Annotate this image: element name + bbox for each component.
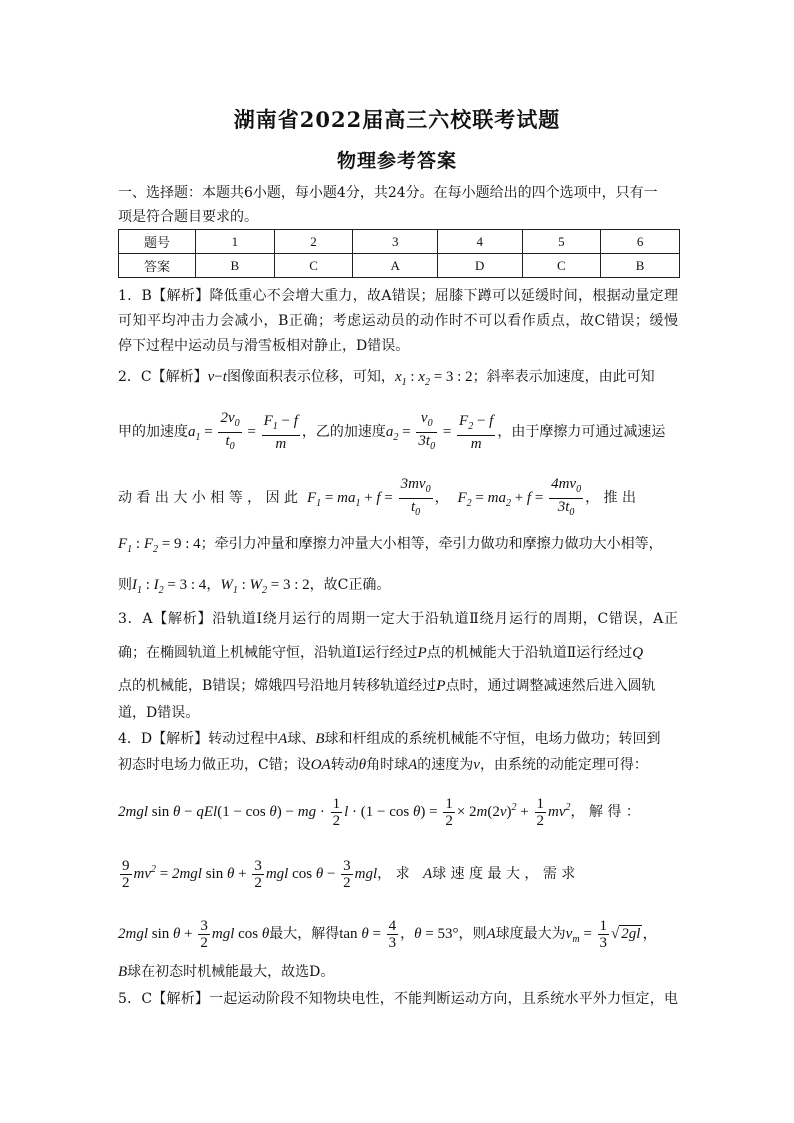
q4-line6 [118,962,678,982]
q1-line1: 1．B【解析】降低重心不会增大重力，故A错误；屈膝下蹲可以延缓时间，根据动量定理 [118,288,678,304]
point-Q: Q [632,645,644,661]
q2-label: 2．C【解析】 [118,369,208,385]
ball-B: B [315,731,325,747]
ball-A: A [486,925,496,942]
q2-line1 [118,367,678,393]
ball-A: A [278,731,288,747]
formula-max-expression: 2mgl sin θ + $\frac{3}{2}$ mgl cos θ [118,918,270,951]
q3-text-2a: 确；在椭圆轨道上机械能守恒，沿轨道Ⅰ运行经过 [118,645,418,661]
q4-text-6a: 球在初态时机械能最大，故选D。 [127,964,335,980]
question-number: 1 [196,230,275,254]
q3-line4: 道，D错误。 [118,705,200,721]
formula-vm: $v_m$ = $\frac{1}{3}$ √ 2gl [565,918,641,951]
q3-text-3b: 点时，通过调整减速然后进入圆轨 [445,678,656,694]
q2-text-2b: ，乙的加速度 [301,423,386,440]
ball-A: A [422,865,433,882]
answer-cell: C [274,254,353,278]
formula-energy-theorem: 2mgl sin θ − qEl(1 − cos θ) − mg · $\frac{1}{2}$ l · (1 − cos θ) = $\frac{1}{2}$ × $2m(2v)^2$ + $\frac{1}{2}$ $mv^2$ [118,796,571,829]
point-P: P [436,678,446,694]
q2-text-4b: ；牵引力冲量和摩擦力冲量大小相等，牵引力做功和摩擦力做功大小相等， [200,536,663,552]
q4-text-3b: ， 解 得 ： [570,803,640,820]
formula-theta-value: θ = 53° [414,925,459,942]
question-number: 4 [437,230,522,254]
q4-text-5a: 最大，解得 [269,925,340,942]
table-header-answer: 答案 [119,254,196,278]
angle-theta: θ [358,757,367,773]
formula-F1: $F_1 = ma_1 + f$ = $\frac{3mv_0}{t_0}$ [306,476,431,518]
formula-tan-theta: tan θ = $\frac{4}{3}$ [339,918,397,951]
q2-text-1b: 图像面积表示位移，可知， [226,369,395,385]
document-subtitle: 物理参考答案 [336,150,457,172]
q2-text-5a: 则 [118,577,132,593]
q3-line3 [118,676,678,696]
q4-text-1a: 4．D【解析】转动过程中 [118,731,279,747]
q2-line2 [118,410,678,455]
q2-text-5b: ， [206,577,221,593]
q4-line2 [118,755,678,775]
formula-x-ratio: $x_1$ : $x_2 = 3$ : 2 [394,369,473,388]
q4-text-5b: ， [400,925,415,942]
q4-text-2b: 转动 [330,757,359,773]
q4-line1 [118,729,678,749]
formula-W-ratio: $W_1$ : $W_2 = 3$ : 2 [220,577,310,596]
ball-B: B [118,964,128,980]
formula-F2: $F_2 = ma_2 + f$ = $\frac{4mv_0}{3t_0}$ [457,476,582,518]
section-intro-line1: 一、选择题：本题共6小题，每小题4分，共24分。在每小题给出的四个选项中，只有一 [118,185,658,201]
q2-text-3c: ， 推 出 [585,489,636,506]
answer-cell: B [196,254,275,278]
q2-text-5c: ，故C正确。 [309,577,391,593]
point-P: P [417,645,427,661]
q2-line3 [118,476,678,521]
q3-line1: 3．A【解析】沿轨道Ⅰ绕月运行的周期一定大于沿轨道Ⅱ绕月运行的周期，C错误，A正 [118,611,678,627]
formula-dash: − [214,369,223,385]
formula-a1: $a_1$ = $\frac{2v_0}{t_0}$ = $\frac{F_1 - f}{m}$ [188,410,298,452]
q4-line3 [118,796,678,829]
comma-mark: ， [642,925,658,942]
q1-line3: 停下过程中运动员与滑雪板相对静止，D错误。 [118,338,410,354]
q4-text-5d: 球度最大为 [495,925,566,942]
q4-text-2a: 初态时电场力做正功，C错；设 [118,757,311,773]
q2-text-2c: ，由于摩擦力可通过减速运 [497,423,666,440]
q2-line5 [118,575,678,601]
q3-line2 [118,643,678,663]
q3-text-2b: 点的机械能大于沿轨道Ⅱ运行经过 [426,645,633,661]
q4-line5 [118,918,678,951]
formula-v-t: v [207,369,215,385]
q2-text-3b: ， [434,489,449,506]
answer-table [118,229,680,278]
answer-cell: A [353,254,438,278]
q4-text-2e: ，由系统的动能定理可得： [479,757,648,773]
formula-a2: $a_2$ = $\frac{v_0}{3t_0}$ = $\frac{F_2 - f}{m}$ [385,410,494,452]
question-number: 2 [274,230,353,254]
question-number: 6 [601,230,680,254]
ball-A: A [408,757,418,773]
q4-text-1b: 球、 [287,731,316,747]
q4-text-4b: ， 求 [377,865,410,882]
q3-text-3a: 点的机械能，B错误；嫦娥四号沿地月转移轨道经过 [118,678,437,694]
formula-I-ratio: $I_1$ : $I_2 = 3$ : 4 [132,577,207,596]
q2-text-3a: 动 看 出 大 小 相 等 ， 因 此 [118,489,299,506]
question-number: 3 [353,230,438,254]
q2-text-2a: 甲的加速度 [118,423,188,440]
q4-text-2d: 的速度为 [417,757,474,773]
answer-cell: B [601,254,680,278]
q4-text-4c: 球 速 度 最 大 ， 需 求 [432,865,576,882]
formula-t: t [222,369,227,385]
answer-cell: D [437,254,522,278]
answer-table-answer-row [119,254,680,278]
q2-text-1c: ；斜率表示加速度，由此可知 [472,369,655,385]
rod-OA: OA [310,757,331,773]
speed-v: v [473,757,480,773]
q5-line1: 5．C【解析】一起运动阶段不知物块电性，不能判断运动方向，且系统水平外力恒定，电 [118,991,678,1007]
q1-line2: 可知平均冲击力会减小，B正确；考虑运动员的动作时不可以看作质点，故C错误；缓慢 [118,313,678,329]
document-title: 湖南省2022届高三六校联考试题 [233,107,561,132]
question-number: 5 [522,230,601,254]
q2-line4 [118,534,678,560]
answer-table-number-row [119,230,680,254]
q4-text-5c: ，则 [458,925,487,942]
q4-line4 [118,858,678,891]
table-header-question: 题号 [119,230,196,254]
formula-kinetic-energy: $\frac{9}{2}$ $mv^2 = 2mgl$ sin θ + $\frac{3}{2}$ mgl cos θ − $\frac{3}{2}$ mgl [122,858,378,891]
section-intro-line2: 项是符合题目要求的。 [118,209,258,225]
q4-text-2c: 角时球 [366,757,409,773]
answer-cell: C [522,254,601,278]
q4-text-1c: 球和杆组成的系统机械能不守恒，电场力做功；转回到 [324,731,661,747]
formula-F-ratio: $F_1$ : $F_2 = 9$ : 4 [118,536,201,555]
